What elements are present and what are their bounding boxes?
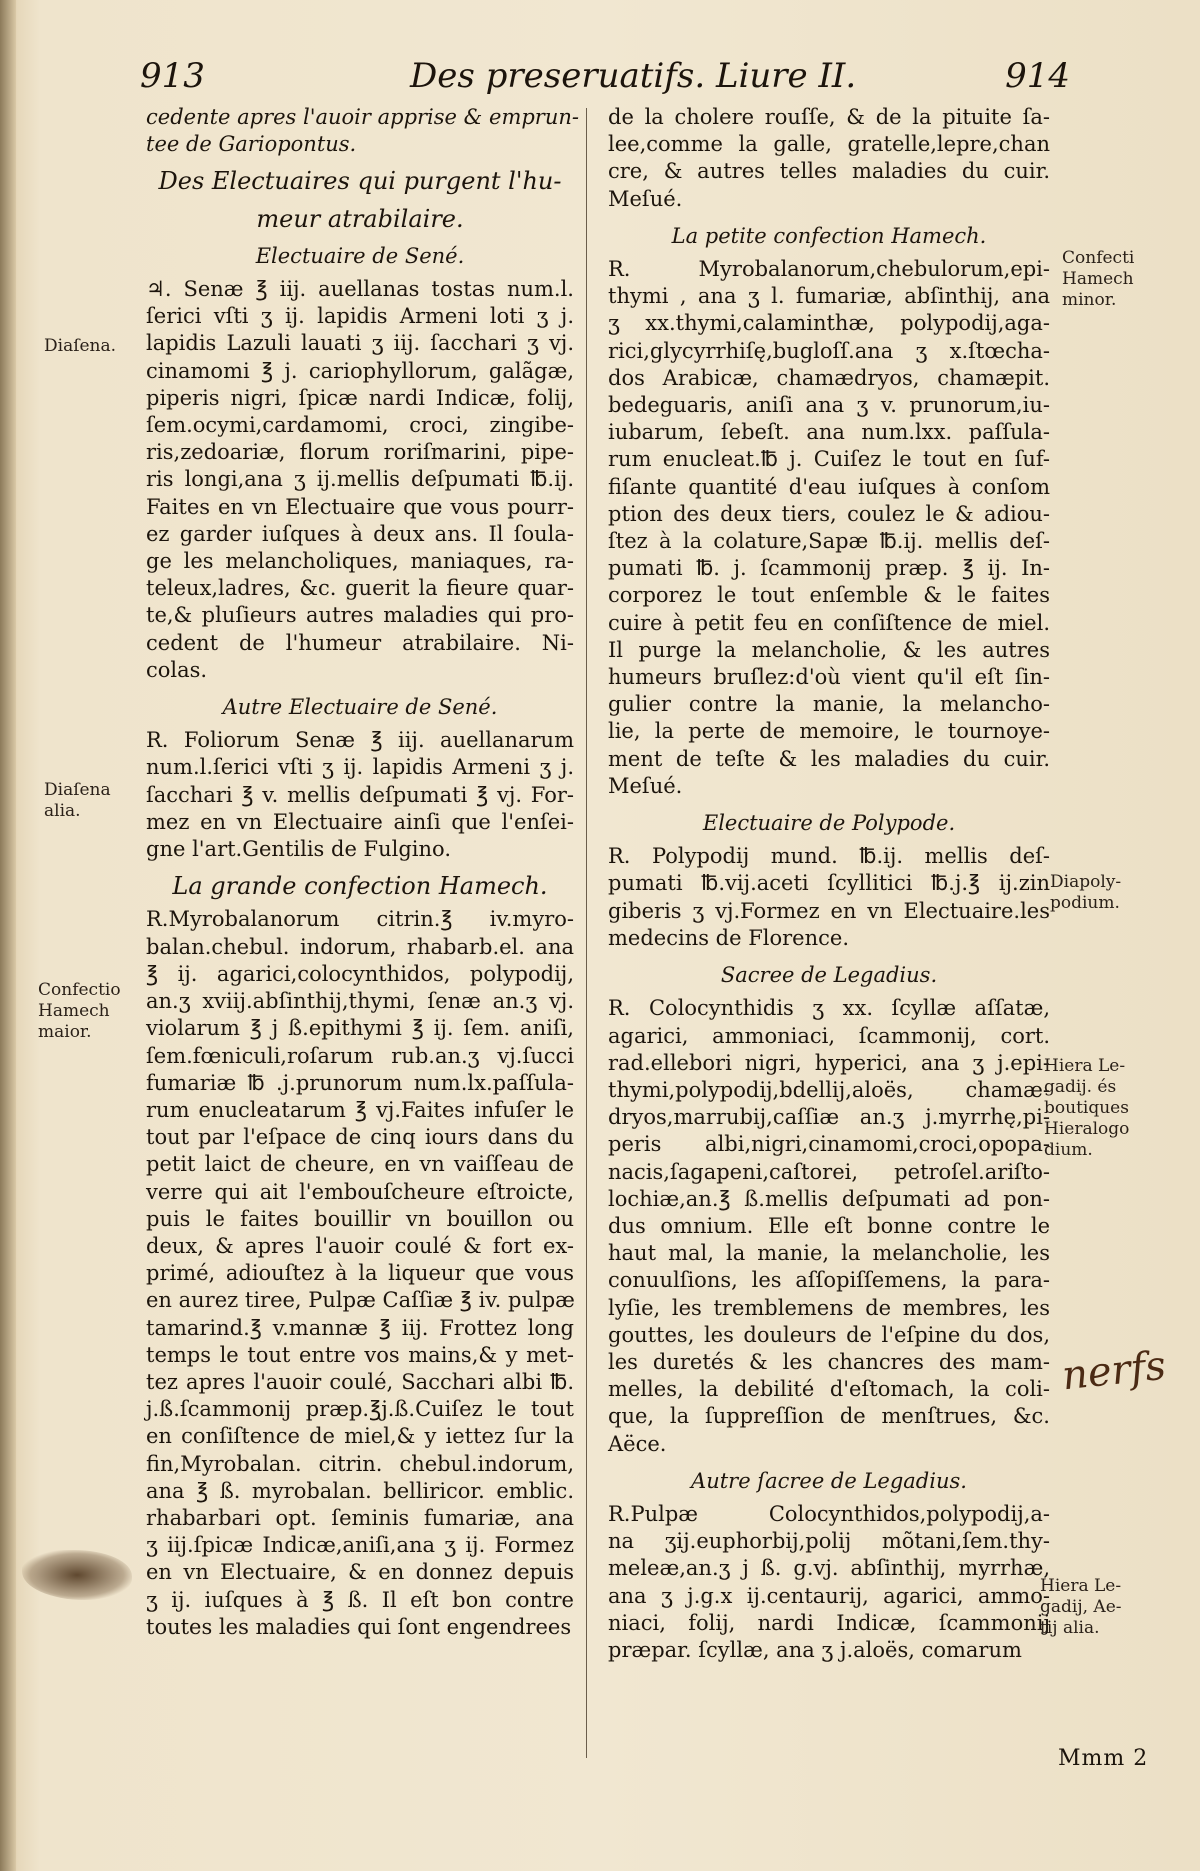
margin-note-line: Hiera Le- <box>1044 1056 1126 1076</box>
text-line: ʒ xx.thymi,calaminthæ, polypodij,aga- <box>608 311 1050 336</box>
margin-note-line: dium. <box>1044 1140 1093 1160</box>
text-line: rum enucleat.℔ j. Cuiſez le tout en ſuf- <box>608 447 1050 472</box>
text-line: nacis,ſagapeni,caſtorei, petroſel.ariſto- <box>608 1159 1050 1184</box>
margin-note-line: Hiera Le- <box>1040 1576 1122 1596</box>
margin-note-line: gadij, Ae- <box>1040 1597 1122 1617</box>
text-line: tez apres l'auoir coulé, Sacchari albi ℔. <box>146 1369 574 1394</box>
text-line: cinamomi ℥ j. cariophyllorum, galãgæ, <box>146 358 574 383</box>
section-heading: Des Electuaires qui purgent l'hu- <box>158 167 562 196</box>
margin-note-line: gadij. és <box>1044 1077 1117 1097</box>
text-line: Il purge la melancholie, & les autres <box>608 637 1050 662</box>
section-heading: Autre Electuaire de Sené. <box>222 695 498 720</box>
margin-note-line: Diapoly- <box>1050 872 1122 892</box>
margin-note-hiera-legadij <box>1044 1056 1129 1161</box>
section-heading: Autre ſacree de Legadius. <box>691 1468 967 1493</box>
text-line: haut mal, la manie, la melancholie, les <box>608 1241 1050 1266</box>
text-line: R. Myrobalanorum,chebulorum,epi- <box>608 257 1050 282</box>
margin-note-confectio-hamech-minor <box>1062 248 1134 311</box>
signature-mark: Mmm 2 <box>1058 1746 1149 1771</box>
text-line: teleux,ladres, &c. guerit la fieure quar- <box>146 576 574 601</box>
margin-note-hiera-legadij-aetij <box>1040 1576 1122 1639</box>
text-line: dos Arabicæ, chamædryos, chamæpit. <box>608 365 1050 390</box>
text-line: lapidis Lazuli lauati ʒ iij. ſacchari ʒ vj. <box>146 331 574 356</box>
text-line: conuulſions, les aſſopiſſemens, la para- <box>608 1268 1050 1293</box>
text-line: primé, adiouſtez à la liqueur que vous <box>146 1261 574 1286</box>
text-line: R. Colocynthidis ʒ xx. ſcyllæ aſſatæ, <box>608 996 1050 1021</box>
text-line: rum enucleatarum ℥ vj.Faites infuſer le <box>146 1097 574 1122</box>
page-number-left: 913 <box>140 56 205 96</box>
text-line: tout par l'eſpace de cinq iours dans du <box>146 1125 574 1150</box>
section-heading: meur atrabilaire. <box>256 204 464 233</box>
margin-note-line: Hamech <box>1062 269 1134 289</box>
text-line: an.ʒ xviij.abſinthij,thymi, ſenæ an.ʒ vj. <box>146 989 574 1014</box>
text-line: ʒ ij. iuſques à ℥ ß. Il eſt bon contre <box>146 1587 574 1612</box>
text-line: melles, la debilité d'eſtomach, la coli- <box>608 1377 1050 1402</box>
left-column <box>146 104 579 1641</box>
margin-note-line: maior. <box>38 1022 92 1042</box>
text-line: corporez le tout enſemble & le faites <box>608 583 1050 608</box>
text-line: rhabarbari opt. ſeminis fumariæ, ana <box>146 1505 574 1530</box>
text-line: en vn Electuaire, & en donnez depuis <box>146 1560 574 1585</box>
text-line: puis le faites bouillir vn bouillon ou <box>146 1206 574 1231</box>
text-line: ge les melancholiques, maniaques, ra- <box>146 549 574 574</box>
text-line: rad.ellebori nigri, hyperici, ana ʒ j.epi- <box>608 1050 1050 1075</box>
text-line: dus omnium. Elle eſt bonne contre le <box>608 1213 1050 1238</box>
margin-note-confectio-hamech-maior <box>38 980 121 1043</box>
margin-note-line: podium. <box>1050 893 1120 913</box>
margin-note-diasena-alia <box>44 780 111 822</box>
text-line: piperis nigri, ſpicæ nardi Indicæ, folij, <box>146 385 574 410</box>
section-heading: La grande confection Hamech. <box>172 872 548 901</box>
text-line: tamarind.℥ v.mannæ ℥ iij. Frottez long <box>146 1315 574 1340</box>
text-line: gulier contre la manie, la melancho- <box>608 692 1050 717</box>
text-line: iubarum, ſebeſt. ana num.lxx. paſſula- <box>608 420 1050 445</box>
section-heading: Electuaire de Polypode. <box>702 811 956 836</box>
text-line: pumati ℔.vij.aceti ſcyllitici ℔.j.℥ ij.zin <box>608 871 1050 896</box>
margin-note-line: Confecti <box>1062 248 1135 268</box>
text-line: colas. <box>146 657 208 682</box>
text-line: ſem.ocymi,cardamomi, croci, zingibe- <box>146 413 574 438</box>
text-line: lyſie, les tremblemens de membres, les <box>608 1295 1050 1320</box>
text-line: violarum ℥ j ß.epithymi ℥ ij. ſem. aniſi, <box>146 1016 574 1041</box>
text-line: pumati ℔. j. ſcammonij præp. ℥ ij. In- <box>608 556 1050 581</box>
column-rule <box>586 108 587 1758</box>
text-line: lochiæ,an.℥ ß.mellis deſpumati ad pon- <box>608 1186 1050 1211</box>
text-line: medecins de Florence. <box>608 925 849 950</box>
text-line: gne l'art.Gentilis de Fulgino. <box>146 837 451 862</box>
text-line: ana ℥ ß. myrobalan. belliricor. emblic. <box>146 1478 574 1503</box>
running-title: Des preseruatifs. Liure II. <box>410 56 857 96</box>
text-line: num.l.ſerici vſti ʒ ij. lapidis Armeni ʒ j. <box>146 755 574 780</box>
margin-note-line: Confectio <box>38 980 121 1000</box>
text-line: j.ß.ſcammonij præp.℥j.ß.Cuiſez le tout <box>146 1397 574 1422</box>
text-line: Meſué. <box>608 186 683 211</box>
text-line: cedent de l'humeur atrabilaire. Ni- <box>146 630 574 655</box>
text-line: mez en vn Electuaire ainſi que l'enſei- <box>146 809 574 834</box>
margin-note-line: alia. <box>44 801 81 821</box>
text-line: Faites en vn Electuaire que vous pourr- <box>146 494 574 519</box>
text-line: thymi , ana ʒ l. fumariæ, abſinthij, ana <box>608 284 1050 309</box>
text-line: ℥ ij. agarici,colocynthidos, polypodij, <box>146 961 574 986</box>
running-head <box>140 52 1070 102</box>
margin-note-line: Diaſena <box>44 780 111 800</box>
text-line: deux, & apres l'auoir coulé & fort ex- <box>146 1233 574 1258</box>
text-line: peris albi,nigri,cinamomi,croci,opopa- <box>608 1132 1050 1157</box>
margin-note-line: boutiques <box>1044 1098 1129 1118</box>
text-line: te,& pluſieurs autres maladies qui pro- <box>146 603 574 628</box>
text-line: fiſante quantité d'eau iuſques à conſom <box>608 474 1050 499</box>
text-line: R.Myrobalanorum citrin.℥ iv.myro- <box>146 907 574 932</box>
text-line: ſacchari ℥ v. mellis deſpumati ℥ vj. For- <box>146 782 574 807</box>
text-line: R.Pulpæ Colocynthidos,polypodij,a- <box>608 1501 1050 1526</box>
text-line: dryos,marrubij,caſſiæ an.ʒ j.myrrhę,pi- <box>608 1105 1050 1130</box>
text-line: Meſué. <box>608 773 683 798</box>
text-line: en conſiſtence de miel,& y iettez ſur la <box>146 1424 574 1449</box>
text-line: rici,glycyrrhiſę,bugloſſ.ana ʒ x.ſtœcha- <box>608 338 1050 363</box>
text-line: tee de Gariopontus. <box>146 132 357 157</box>
text-line: bedeguaris, aniſi ana ʒ v. prunorum,iu- <box>608 393 1050 418</box>
text-line: ſem.fœniculi,roſarum rub.an.ʒ vj.ſucci <box>146 1043 574 1068</box>
text-line: ʒ iij.ſpicæ Indicæ,aniſi,ana ʒ ij. Formez <box>146 1533 574 1558</box>
text-line: les duretés & les chancres des mam- <box>608 1349 1050 1374</box>
text-line: ption des deux tiers, coulez le & adiou- <box>608 501 1050 526</box>
text-line: R. Polypodij mund. ℔.ij. mellis deſ- <box>608 844 1050 869</box>
text-line: ſerici vſti ʒ ij. lapidis Armeni loti ʒ j. <box>146 304 574 329</box>
text-line: agarici, ammoniaci, ſcammonij, cort. <box>608 1023 1050 1048</box>
text-line: petit laict de cheure, en vn vaiſſeau de <box>146 1152 574 1177</box>
text-line: ez garder iuſques à deux ans. Il ſoula- <box>146 521 574 546</box>
text-line: fin,Myrobalan. citrin. chebul.indorum, <box>146 1451 574 1476</box>
text-line: que, la ſuppreſſion de menſtrues, &c. <box>608 1404 1050 1429</box>
margin-note-diapolypodium <box>1050 872 1121 914</box>
text-line: verre qui ait l'embouſcheure eſtroicte, <box>146 1179 574 1204</box>
margin-note-line: minor. <box>1062 290 1117 310</box>
text-line: gouttes, les douleurs de l'eſpine du dos, <box>608 1322 1050 1347</box>
text-line: niaci, folij, nardi Indicæ, ſcammonij <box>608 1610 1050 1635</box>
text-line: ſtez à la colature,Sapæ ℔.ij. mellis deſ- <box>608 529 1050 554</box>
text-line: balan.chebul. indorum, rhabarb.el. ana <box>146 934 574 959</box>
text-line: de la cholere rouſſe, & de la pituite ſa- <box>608 105 1050 129</box>
margin-note-line: Hamech <box>38 1001 110 1021</box>
binding-gutter <box>0 0 16 1871</box>
text-line: temps le tout entre vos mains,& y met- <box>146 1342 574 1367</box>
right-column <box>608 104 1050 1664</box>
text-line: toutes les maladies qui ſont engendrees <box>146 1614 572 1639</box>
text-line: ris longi,ana ʒ ij.mellis deſpumati ℔.ij. <box>146 467 574 492</box>
margin-note-line: Hieralogo <box>1044 1119 1130 1139</box>
text-line: R. Foliorum Senæ ℥ iij. auellanarum <box>146 728 574 753</box>
text-line: cuire à petit feu en conſiſtence de miel. <box>608 610 1050 635</box>
text-line: fumariæ ℔ .j.prunorum num.lx.paſſula- <box>146 1070 574 1095</box>
section-heading: La petite confection Hamech. <box>671 223 987 248</box>
text-line: lee,comme la galle, gratelle,lepre,chan <box>608 132 1050 157</box>
text-line: humeurs bruſlez:d'où vient qu'il eſt ſin- <box>608 665 1050 690</box>
section-heading: Sacree de Legadius. <box>720 963 938 988</box>
handwritten-note: nerfs <box>1059 1342 1169 1400</box>
text-line: cedente apres l'auoir apprise & emprun- <box>146 105 579 129</box>
text-line: giberis ʒ vj.Formez en vn Electuaire.les <box>608 898 1050 923</box>
text-line: ana ʒ j.g.x ij.centaurij, agarici, ammo- <box>608 1583 1050 1608</box>
section-heading: Electuaire de Sené. <box>255 243 465 268</box>
page-number-right: 914 <box>1005 56 1070 96</box>
text-line: lie, la perte de memoire, le tournoye- <box>608 719 1050 744</box>
text-line: cre, & autres telles maladies du cuir. <box>608 159 1050 184</box>
margin-note-line: Diaſena. <box>44 336 117 356</box>
text-line: ♃. Senæ ℥ iij. auellanas tostas num.l. <box>146 277 574 302</box>
text-line: ment de teſte & les maladies du cuir. <box>608 746 1050 771</box>
text-line: na ʒij.euphorbij,polij mõtani,ſem.thy- <box>608 1529 1050 1554</box>
text-line: en aurez tiree, Pulpæ Caſſiæ ℥ iv. pulpæ <box>146 1288 575 1313</box>
text-line: Aëce. <box>608 1431 667 1456</box>
margin-note-line: tij alia. <box>1040 1618 1100 1638</box>
text-line: meleæ,an.ʒ j ß. g.vj. abſinthij, myrrhæ, <box>608 1556 1050 1581</box>
text-line: ris,zedoariæ, florum roriſmarini, pipe- <box>146 440 574 465</box>
text-line: thymi,polypodij,bdellij,aloës, chamæ- <box>608 1077 1050 1102</box>
margin-note-diasena <box>44 336 116 357</box>
text-line: præpar. ſcyllæ, ana ʒ j.aloës, comarum <box>608 1637 1022 1662</box>
